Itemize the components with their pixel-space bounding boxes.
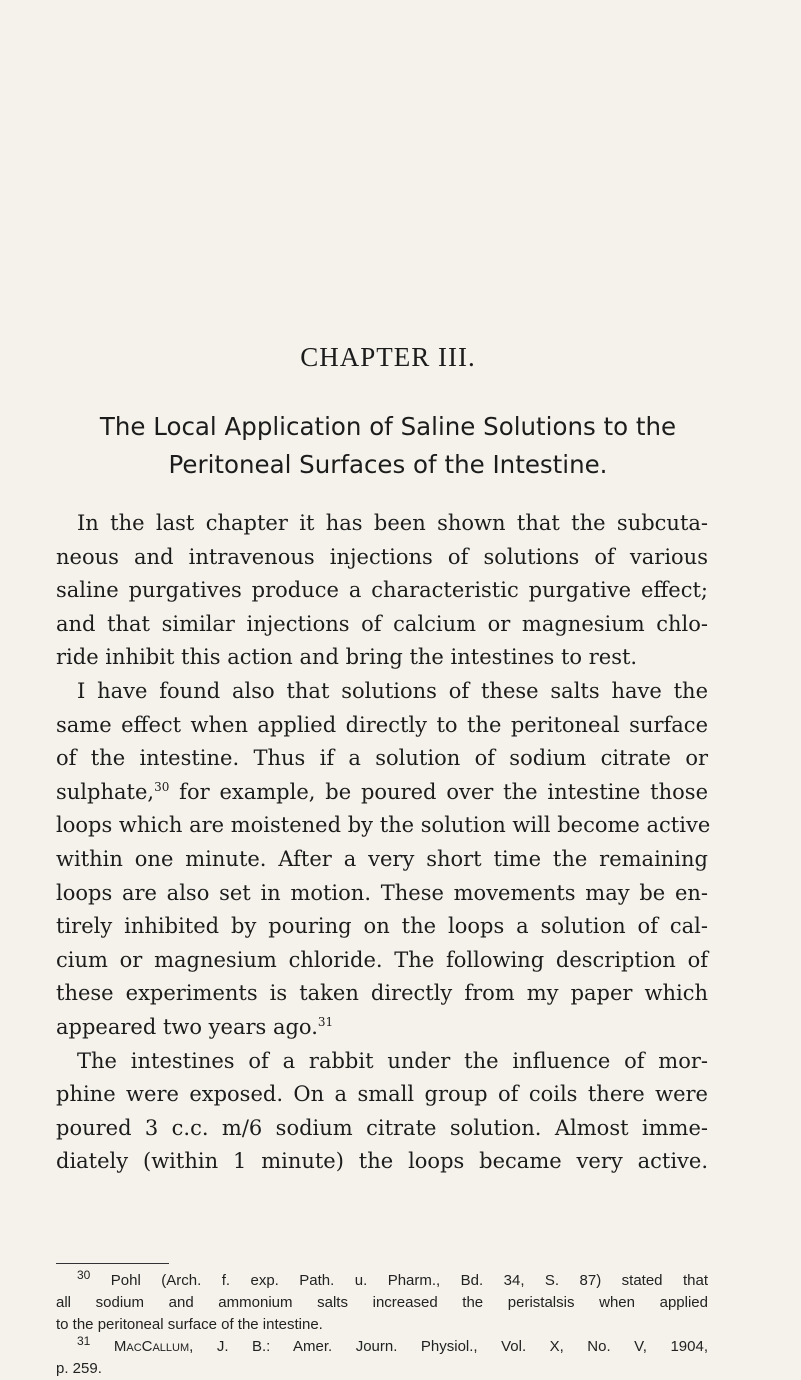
text-line: cium or magnesium chloride. The following description of (56, 947, 708, 972)
chapter-heading: CHAPTER III. (300, 342, 476, 372)
text-line: neous and intravenous injections of solutions of various (56, 544, 708, 569)
text-line: of the intestine. Thus if a solution of sodium citrate or (56, 746, 708, 771)
text-line: tirely inhibited by pouring on the loops a solution of cal- (56, 914, 708, 939)
text-line: loops which are moistened by the solution will become active (56, 813, 711, 838)
footnote-line: all sodium and ammonium salts increased the peristalsis when applied (56, 1294, 708, 1311)
footnote-ref-30[interactable]: 30 (154, 779, 170, 794)
chapter-title (46, 408, 730, 484)
paragraph-2 (56, 675, 711, 1045)
text-fragment: , J. B.: Amer. Journ. Physiol., Vol. X, No. V, 1904, (189, 1338, 708, 1355)
footnote-number: 31 (77, 1334, 91, 1348)
text-fragment: Pohl (Arch. f. exp. Path. u. Pharm., Bd. 34, S. 87) stated that (90, 1272, 708, 1289)
footnote-line: to the peritoneal surface of the intestine. (56, 1316, 323, 1333)
text-fragment: for example, be poured over the intestine those (169, 779, 708, 804)
text-line: ride inhibit this action and bring the intestines to rest. (56, 645, 638, 670)
text-fragment: sulphate, (56, 779, 155, 804)
title-line: Peritoneal Surfaces of the Intestine. (168, 450, 608, 479)
footnotes (56, 1270, 708, 1380)
text-line (56, 776, 708, 810)
footnote-line (56, 1270, 708, 1292)
text-line: same effect when applied directly to the peritoneal surface (56, 712, 708, 737)
text-line: saline purgatives produce a characteristic purgative effect; (56, 578, 708, 603)
paragraph-1 (56, 507, 708, 675)
text-line: I have found also that solutions of these salts have the (77, 678, 708, 703)
footnote-divider (56, 1263, 169, 1264)
author-name: MacCallum (90, 1338, 190, 1355)
text-line: phine were exposed. On a small group of coils there were (56, 1082, 708, 1107)
text-line: and that similar injections of calcium or magnesium chlo- (56, 611, 708, 636)
text-line: within one minute. After a very short time the remaining (56, 846, 708, 871)
text-line: The intestines of a rabbit under the influence of mor- (77, 1048, 708, 1073)
title-line: The Local Application of Saline Solutions to the (99, 412, 677, 441)
body-text (56, 507, 711, 1179)
footnote-30 (56, 1270, 708, 1336)
text-line: poured 3 c.c. m/6 sodium citrate solution. Almost imme- (56, 1115, 708, 1140)
footnote-31 (56, 1336, 708, 1380)
footnote-ref-31[interactable]: 31 (317, 1014, 334, 1029)
footnote-line: p. 259. (56, 1360, 102, 1377)
footnote-line (56, 1336, 708, 1358)
text-line: these experiments is taken directly from my paper which (56, 981, 708, 1006)
text-line: loops are also set in motion. These movements may be en- (56, 880, 708, 905)
text-fragment: appeared two years ago. (56, 1014, 318, 1039)
text-line: In the last chapter it has been shown that the subcuta- (77, 511, 708, 535)
text-line (56, 1011, 708, 1045)
text-line: diately (within 1 minute) the loops became very active. (56, 1149, 708, 1174)
paragraph-3 (56, 1045, 708, 1179)
footnote-number: 30 (77, 1268, 91, 1282)
